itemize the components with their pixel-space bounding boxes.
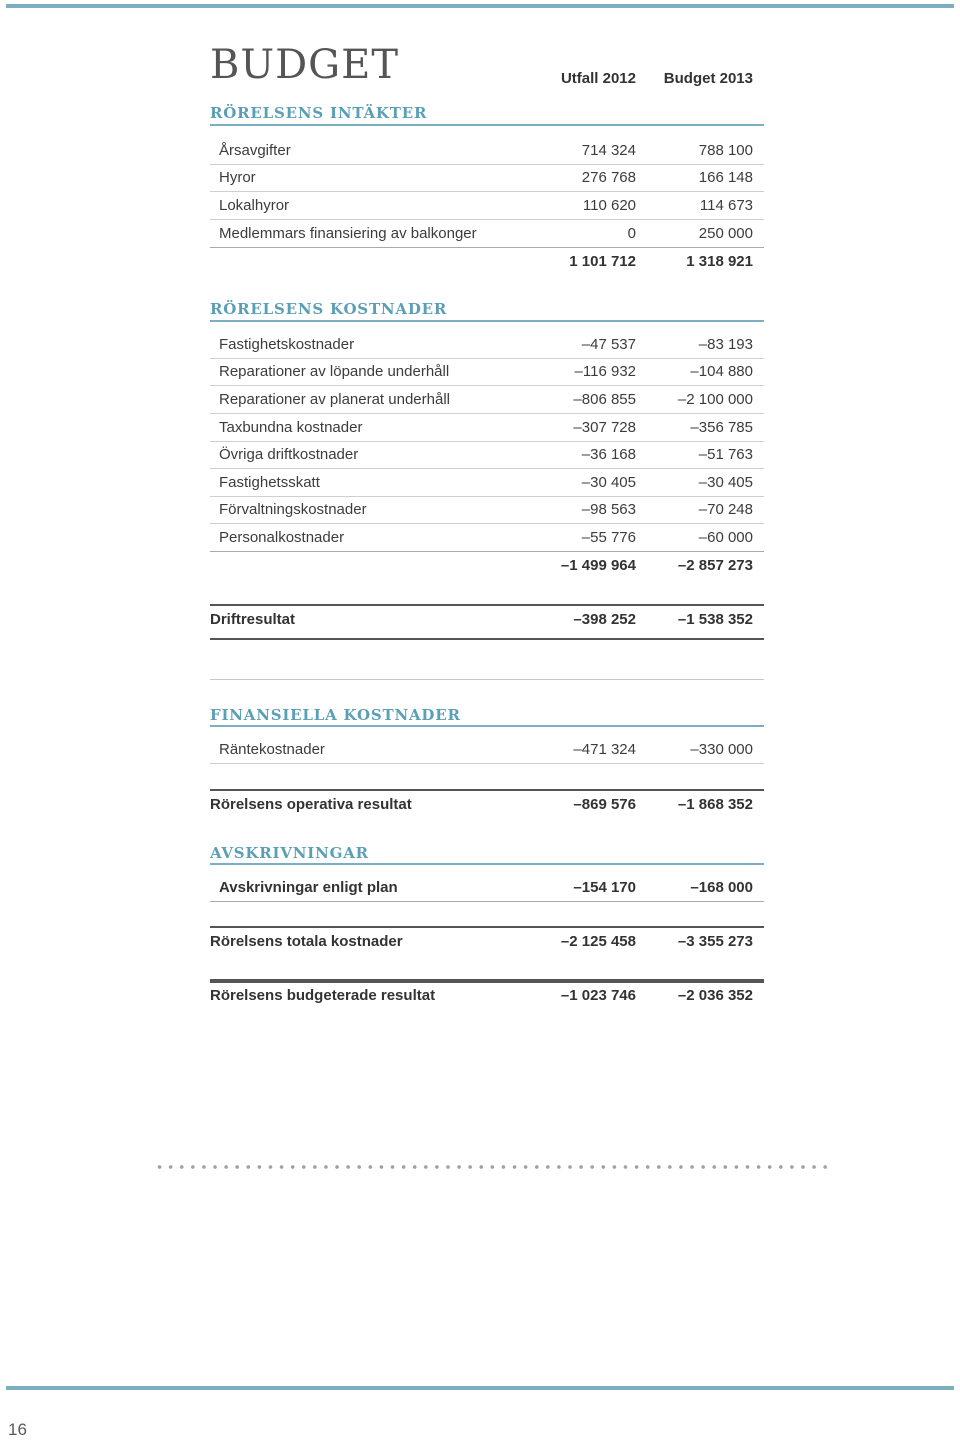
- result-row-driftresultat: [210, 607, 764, 634]
- section-rule: [210, 124, 764, 126]
- row-value-2012: –869 576: [573, 796, 636, 813]
- row-label: Fastighetsskatt: [219, 474, 320, 491]
- row-value-2012: –55 776: [581, 529, 636, 546]
- table-row: [210, 442, 764, 469]
- row-value-2013: 166 148: [698, 169, 753, 186]
- row-value-2013: 250 000: [698, 225, 753, 242]
- row-divider: [210, 901, 764, 902]
- row-label: Rörelsens totala kostnader: [210, 933, 403, 950]
- row-label: Räntekostnader: [219, 741, 325, 758]
- row-label: Lokalhyror: [219, 197, 290, 214]
- row-label: Reparationer av planerat underhåll: [219, 391, 450, 408]
- row-divider: [210, 523, 764, 524]
- row-value-2013: –2 036 352: [677, 987, 753, 1004]
- row-divider: [210, 763, 764, 764]
- table-row: [210, 332, 764, 359]
- row-value-2012: 276 768: [581, 169, 636, 186]
- table-row: [210, 193, 764, 220]
- section-title-intakter: RÖRELSENS INTÄKTER: [210, 104, 428, 122]
- column-header-utfall-2012: Utfall 2012: [560, 70, 636, 87]
- sum-value-2012: –1 499 964: [560, 557, 636, 574]
- row-value-2012: 110 620: [582, 197, 636, 214]
- row-value-2012: –98 563: [581, 501, 636, 518]
- row-value-2013: –51 763: [698, 446, 753, 463]
- row-value-2013: –356 785: [690, 419, 753, 436]
- result-row-budgeterade: [210, 983, 764, 1010]
- row-value-2012: –398 252: [573, 611, 636, 628]
- table-row: [210, 875, 764, 902]
- divider: [210, 679, 764, 680]
- row-divider: [210, 413, 764, 414]
- row-label: Driftresultat: [210, 611, 296, 628]
- row-divider: [210, 219, 764, 220]
- row-divider: [210, 247, 764, 248]
- row-value-2012: 0: [627, 225, 636, 242]
- row-value-2012: –30 405: [581, 474, 636, 491]
- table-row: [210, 525, 764, 552]
- row-label: Rörelsens budgeterade resultat: [210, 987, 436, 1004]
- row-value-2012: –47 537: [581, 336, 636, 353]
- row-value-2012: –116 932: [574, 363, 636, 380]
- row-label: Hyror: [219, 169, 256, 186]
- row-value-2012: –307 728: [573, 419, 636, 436]
- row-label: Övriga driftkostnader: [219, 446, 359, 463]
- sum-value-2012: 1 101 712: [569, 253, 636, 270]
- table-row: [210, 737, 764, 764]
- row-value-2013: –70 248: [698, 501, 753, 518]
- sum-row-intakter: [210, 249, 764, 276]
- sum-row-kostnader: [210, 553, 764, 580]
- page-title: BUDGET: [210, 42, 400, 88]
- table-row: [210, 497, 764, 524]
- row-value-2012: 714 324: [581, 142, 636, 159]
- row-value-2013: –168 000: [690, 879, 753, 896]
- section-title-avskrivningar: AVSKRIVNINGAR: [210, 844, 369, 862]
- row-value-2012: –1 023 746: [560, 987, 636, 1004]
- row-value-2012: –154 170: [573, 879, 636, 896]
- dotted-separator: [154, 1163, 830, 1171]
- table-row: [210, 221, 764, 248]
- row-value-2013: 788 100: [698, 142, 753, 159]
- row-value-2013: –60 000: [698, 529, 753, 546]
- row-label: Personalkostnader: [219, 529, 345, 546]
- row-label: Rörelsens operativa resultat: [210, 796, 412, 813]
- section-rule: [210, 725, 764, 727]
- row-value-2012: –36 168: [581, 446, 636, 463]
- table-row: [210, 138, 764, 165]
- page-number: 16: [8, 1420, 27, 1439]
- table-row: [210, 470, 764, 497]
- row-label: Reparationer av löpande underhåll: [219, 363, 450, 380]
- table-row: [210, 387, 764, 414]
- section-title-finansiella: FINANSIELLA KOSTNADER: [210, 706, 461, 724]
- row-value-2013: –1 538 352: [677, 611, 753, 628]
- sum-value-2013: –2 857 273: [677, 557, 753, 574]
- row-label: Årsavgifter: [219, 142, 291, 159]
- row-divider: [210, 468, 764, 469]
- row-value-2013: –2 100 000: [677, 391, 753, 408]
- row-label: Medlemmars finansiering av balkonger: [219, 225, 477, 242]
- row-label: Taxbundna kostnader: [219, 419, 363, 436]
- row-value-2013: –330 000: [690, 741, 753, 758]
- result-rule-bottom: [210, 638, 764, 640]
- row-value-2013: –1 868 352: [677, 796, 753, 813]
- section-rule: [210, 863, 764, 865]
- result-row-operativa: [210, 792, 764, 819]
- row-value-2012: –806 855: [573, 391, 636, 408]
- table-row: [210, 165, 764, 192]
- table-row: [210, 415, 764, 442]
- row-label: Förvaltningskostnader: [219, 501, 367, 518]
- row-label: Fastighetskostnader: [219, 336, 355, 353]
- row-divider: [210, 385, 764, 386]
- row-label: Avskrivningar enligt plan: [219, 879, 398, 896]
- sum-value-2013: 1 318 921: [686, 253, 753, 270]
- top-rule: [6, 4, 954, 8]
- row-value-2013: –104 880: [690, 363, 753, 380]
- row-divider: [210, 551, 764, 552]
- row-value-2013: –30 405: [698, 474, 753, 491]
- column-header-budget-2013: Budget 2013: [663, 70, 753, 87]
- result-row-totala: [210, 929, 764, 956]
- result-rule-top: [210, 604, 764, 606]
- result-rule-top: [210, 926, 764, 928]
- row-value-2013: 114 673: [699, 197, 753, 214]
- section-rule: [210, 320, 764, 322]
- row-value-2012: –2 125 458: [560, 933, 636, 950]
- row-value-2013: –3 355 273: [677, 933, 753, 950]
- bottom-rule: [6, 1386, 954, 1390]
- section-title-kostnader: RÖRELSENS KOSTNADER: [210, 300, 448, 318]
- table-row: [210, 359, 764, 386]
- result-rule-top: [210, 789, 764, 791]
- row-value-2013: –83 193: [698, 336, 753, 353]
- row-divider: [210, 191, 764, 192]
- row-value-2012: –471 324: [573, 741, 636, 758]
